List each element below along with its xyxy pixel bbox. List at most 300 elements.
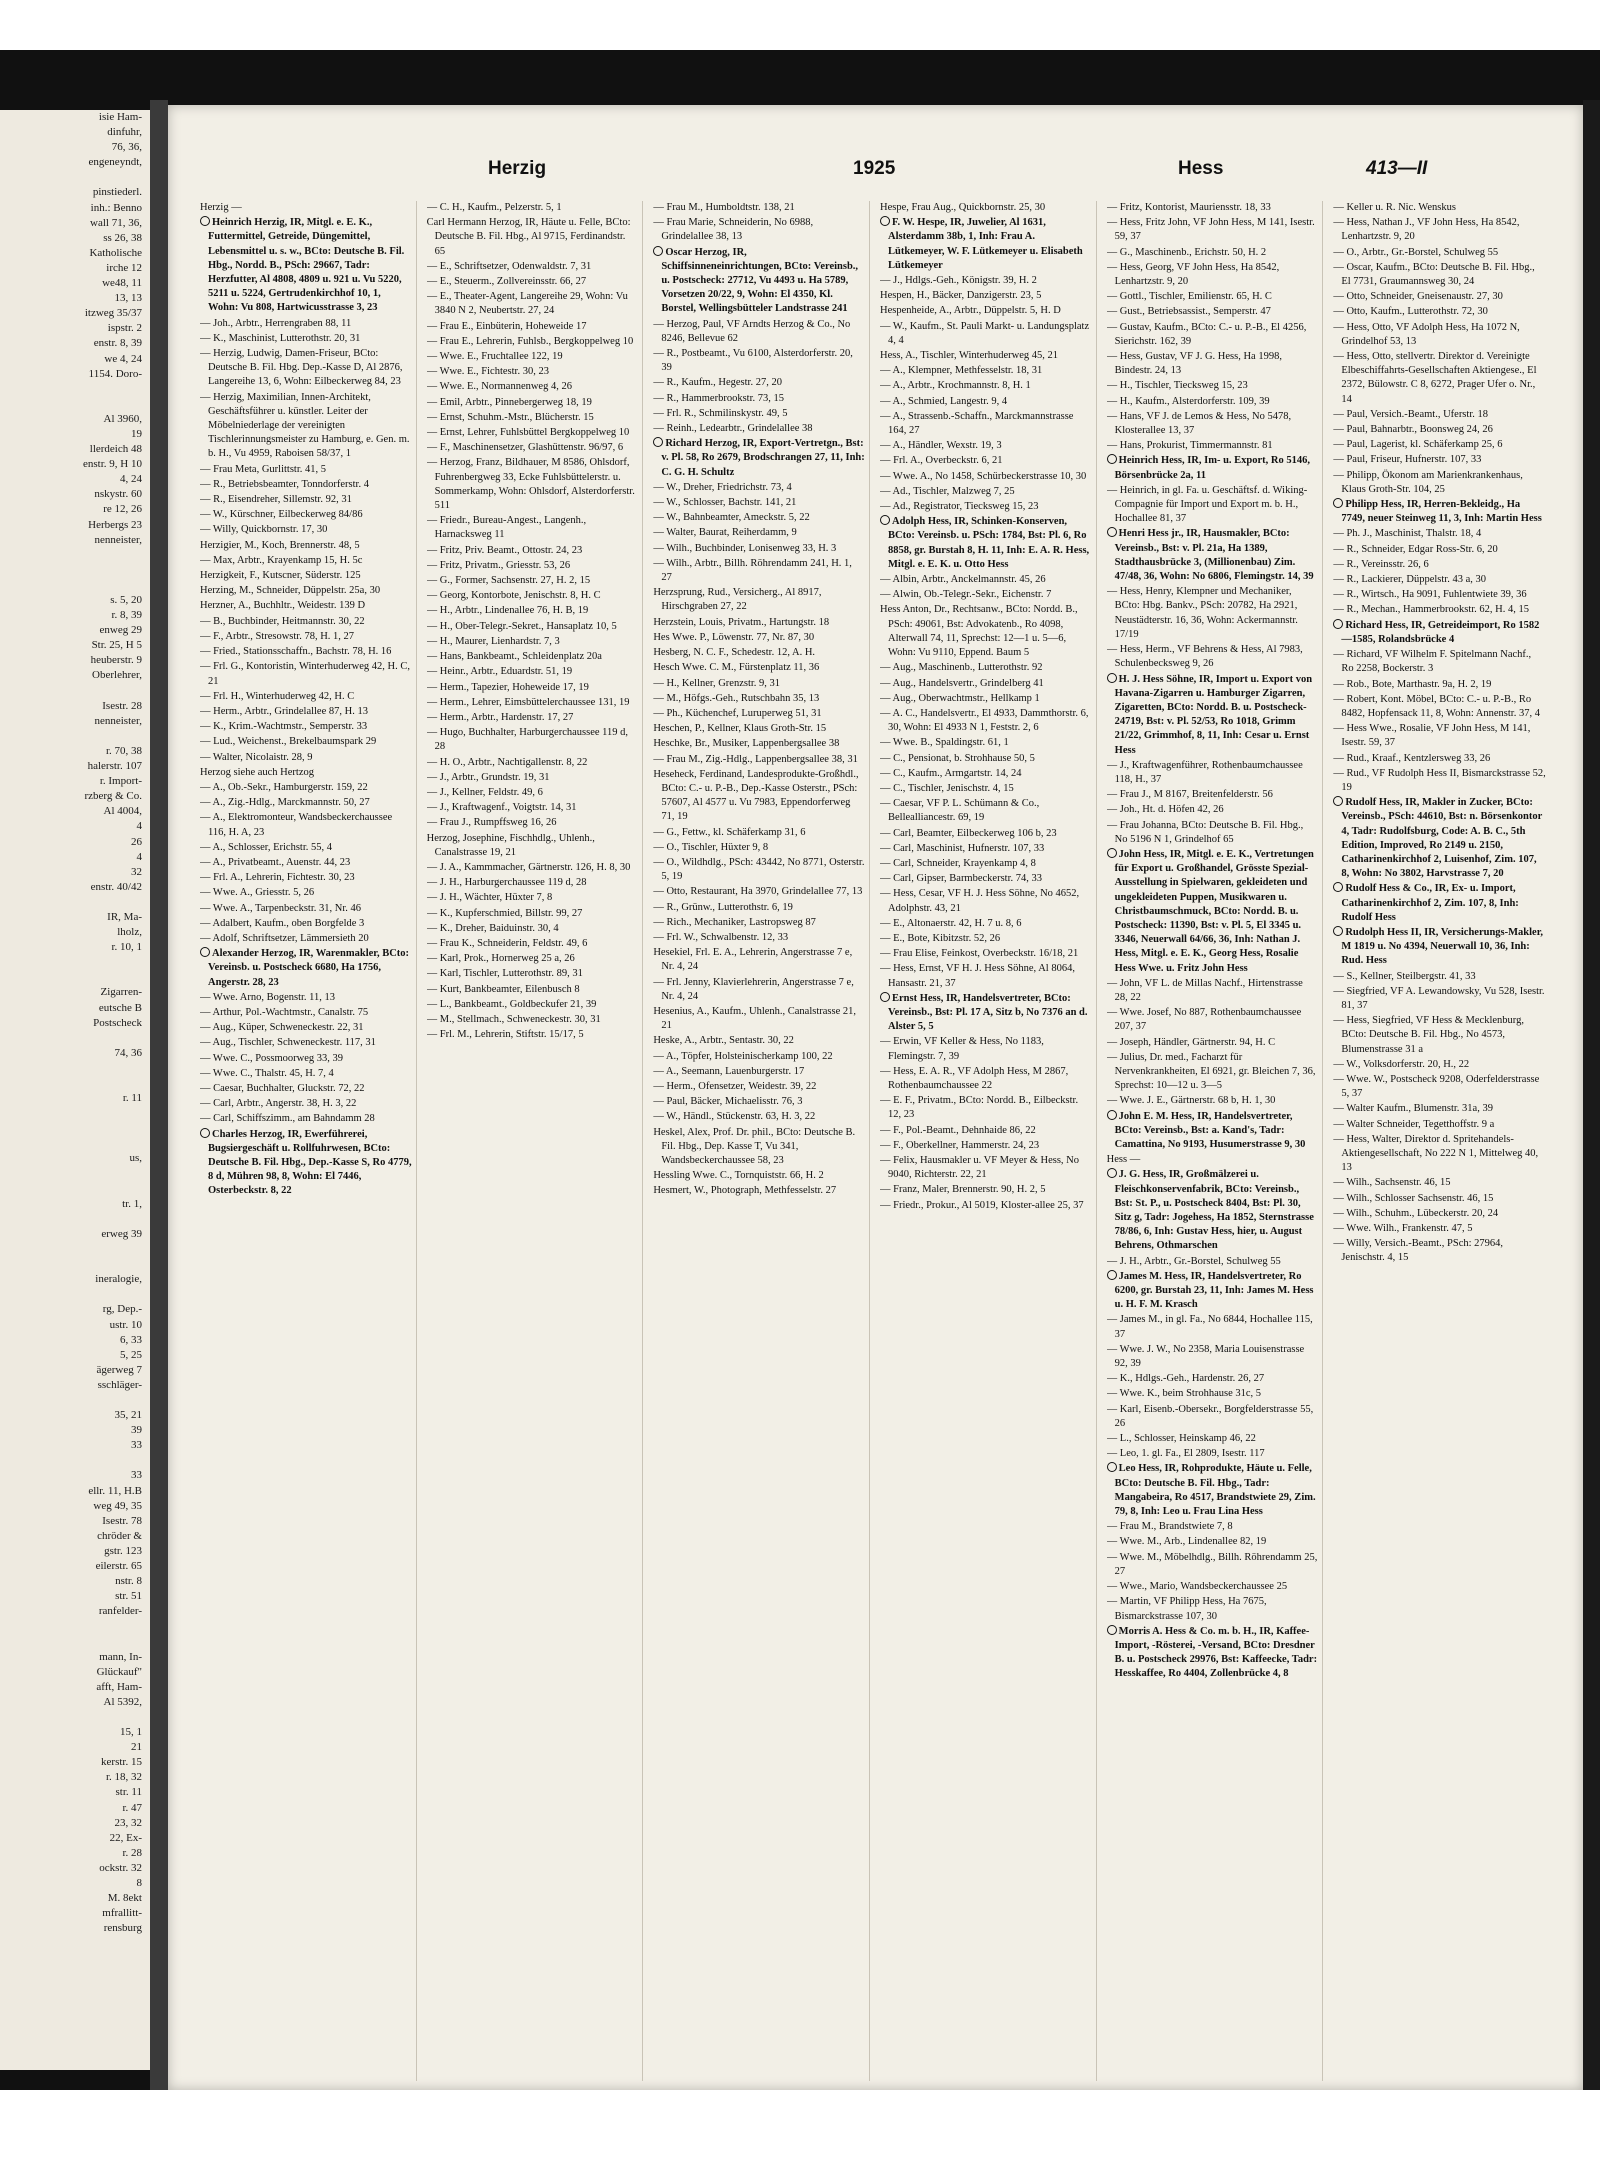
left-page-line: halerstr. 107 bbox=[87, 760, 142, 773]
directory-entry bbox=[880, 782, 1092, 796]
entry-text: — A., Ob.-Sekr., Hamburgerstr. 159, 22 bbox=[200, 781, 368, 793]
entry-text: — Frau M., Brandstwiete 7, 8 bbox=[1106, 1521, 1233, 1533]
directory-entry bbox=[1333, 1073, 1546, 1101]
directory-entry bbox=[1333, 216, 1546, 244]
left-page-line bbox=[0, 563, 150, 578]
directory-entry bbox=[1107, 216, 1319, 244]
directory-entry bbox=[880, 470, 1092, 484]
directory-entry bbox=[427, 216, 639, 259]
entry-text: Adolph Hess, IR, Schinken-Konserven, BCto: Vereinsb. u. PSch: 1784, Bst: Pl. 6, Ro 8858, gr. Burstah 8, H. 11, Inh: E. A. R. Hess, Mitgl. e. E. K. u. Otto Hess bbox=[888, 516, 1090, 570]
left-page-line: lholz, bbox=[117, 926, 142, 939]
entry-text: — G., Former, Sachsenstr. 27, H. 2, 15 bbox=[426, 575, 591, 587]
directory-entry bbox=[653, 1169, 865, 1183]
directory-entry bbox=[653, 916, 865, 930]
directory-entry bbox=[1333, 752, 1546, 766]
registered-firm-circle-icon bbox=[1107, 1625, 1117, 1635]
directory-entry bbox=[1107, 788, 1319, 802]
entry-text: — A. C., Handelsvertr., El 4933, Dammthorstr. 6, 30, Wohn: El 4933 N 1, Feststr. 2, 6 bbox=[880, 707, 1089, 734]
entry-text: — Aug., Maschinenb., Lutterothstr. 92 bbox=[880, 662, 1043, 674]
directory-entry bbox=[653, 885, 865, 899]
left-page-line: dinfuhr, bbox=[107, 126, 142, 139]
left-page-line: enstr. 40/42 bbox=[90, 880, 142, 893]
registered-firm-circle-icon bbox=[1107, 1168, 1117, 1178]
entry-text: — Wwe. E., Fichtestr. 30, 23 bbox=[426, 366, 549, 378]
left-page-line: 15, 1 bbox=[120, 1726, 142, 1739]
entry-text: — Aug., Küper, Schweneckestr. 22, 31 bbox=[200, 1022, 364, 1034]
left-page-line: ellr. 11, H.B bbox=[88, 1484, 142, 1497]
entry-text: — Aug., Tischler, Schweneckestr. 117, 31 bbox=[200, 1037, 376, 1049]
registered-firm-circle-icon bbox=[200, 1128, 210, 1138]
entry-text: — F., Oberkellner, Hammerstr. 24, 23 bbox=[880, 1139, 1040, 1151]
entry-text: — Frau E., Lehrerin, Fuhlsb., Bergkoppelweg 10 bbox=[426, 335, 634, 347]
directory-entry bbox=[1333, 453, 1546, 467]
entry-text: — Ph. J., Maschinist, Thalstr. 18, 4 bbox=[1333, 528, 1482, 540]
entry-text: — Ph., Küchenchef, Luruperweg 51, 31 bbox=[653, 707, 822, 719]
directory-entry bbox=[1107, 1551, 1319, 1579]
entry-text: — Max, Arbtr., Krayenkamp 15, H. 5c bbox=[200, 554, 363, 566]
entry-text: — F., Maschinensetzer, Glashüttenstr. 96/97, 6 bbox=[426, 442, 624, 454]
directory-entry bbox=[880, 1124, 1092, 1138]
directory-entry bbox=[880, 364, 1092, 378]
directory-entry bbox=[200, 599, 412, 613]
directory-entry bbox=[1107, 1343, 1319, 1371]
entry-text: — Wwe. M., Möbelhdlg., Billh. Röhrendamm 25, 27 bbox=[1106, 1551, 1318, 1577]
left-page-line: ägerweg 7 bbox=[96, 1363, 142, 1376]
directory-entry bbox=[427, 456, 639, 513]
entry-text: H. J. Hess Söhne, IR, Import u. Export von Havana-Zigarren u. Hamburger Zigarren, Zigaretten, BCto: Nordd. B. u. Postscheck-24719, Bst: v. Pl. 52/53, Ro 1018, Grimm 21/22, Grimmhof, 8, 11, Inh: Cesar u. Ernst Hess bbox=[1114, 673, 1313, 756]
directory-entry bbox=[880, 736, 1092, 750]
directory-entry bbox=[1107, 201, 1319, 215]
entry-text: — Joseph, Händler, Gärtnerstr. 94, H. C bbox=[1106, 1036, 1276, 1048]
directory-entry bbox=[1107, 1006, 1319, 1034]
entry-text: — Lud., Weichenst., Brekelbaumspark 29 bbox=[200, 736, 377, 748]
entry-text: — Martin, VF Philipp Hess, Ha 7675, Bismarckstrasse 107, 30 bbox=[1106, 1596, 1267, 1622]
entry-text: — A., Strassenb.-Schaffn., Marckmannstrasse 164, 27 bbox=[880, 410, 1074, 437]
entry-text: — Hess, Gustav, VF J. G. Hess, Ha 1998, Bindestr. 24, 13 bbox=[1106, 351, 1282, 377]
directory-entry bbox=[200, 871, 412, 885]
directory-entry bbox=[1333, 1014, 1546, 1057]
firm-listing bbox=[200, 947, 412, 990]
entry-text: Richard Hess, IR, Getreideimport, Ro 1582—1585, Rolandsbrücke 4 bbox=[1341, 619, 1540, 645]
directory-entry bbox=[200, 1097, 412, 1111]
left-page-line: enstr. 9, H 10 bbox=[83, 458, 142, 471]
entry-text: — H., Tischler, Tiecksweg 15, 23 bbox=[1106, 380, 1248, 392]
registered-firm-circle-icon bbox=[1333, 619, 1343, 629]
entry-text: — W., Bahnbeamter, Ameckstr. 5, 22 bbox=[653, 512, 810, 524]
directory-entry bbox=[880, 661, 1092, 675]
entry-text: — K., Hdlgs.-Geh., Hardenstr. 26, 27 bbox=[1106, 1373, 1265, 1385]
directory-entry bbox=[653, 1110, 865, 1124]
left-page-line bbox=[0, 1182, 150, 1197]
entry-text: — Robert, Kont. Möbel, BCto: C.- u. P.-B., Ro 8482, Hopfensack 11, 8, Wohn: Annenstr. 37, 4 bbox=[1333, 693, 1540, 719]
entry-text: Hess, A., Tischler, Winterhuderweg 45, 21 bbox=[880, 350, 1059, 362]
directory-entry bbox=[1333, 558, 1546, 572]
left-page-line: s. 5, 20 bbox=[110, 594, 142, 606]
entry-text: — J., Hdlgs.-Geh., Königstr. 39, H. 2 bbox=[880, 275, 1037, 287]
left-page-line: gstr. 123 bbox=[104, 1544, 142, 1557]
left-page-line: Isestr. 78 bbox=[102, 1514, 142, 1527]
entry-text: — Otto, Restaurant, Ha 3970, Grindelallee 77, 13 bbox=[653, 886, 863, 898]
left-page-line: M. 8ekt bbox=[107, 1892, 142, 1905]
directory-entry bbox=[880, 573, 1092, 587]
entry-text: — G., Maschinenb., Erichstr. 50, H. 2 bbox=[1106, 246, 1267, 258]
directory-entry bbox=[653, 646, 865, 660]
directory-entry bbox=[200, 1112, 412, 1126]
directory-entry bbox=[1333, 722, 1546, 750]
directory-entry bbox=[880, 304, 1092, 318]
directory-entry bbox=[653, 557, 865, 585]
firm-listing bbox=[880, 216, 1092, 273]
directory-entry bbox=[200, 991, 412, 1005]
firm-listing bbox=[1333, 619, 1546, 647]
firm-listing bbox=[1107, 1625, 1319, 1682]
entry-text: — J., Kraftwagenführer, Rothenbaumchaussee 118, H., 37 bbox=[1106, 759, 1303, 785]
entry-text: — Wwe. K., beim Strohhause 31c, 5 bbox=[1106, 1388, 1262, 1400]
directory-entry bbox=[1107, 379, 1319, 393]
directory-entry bbox=[427, 350, 639, 364]
entry-text: — Hans, VF J. de Lemos & Hess, No 5478, Klosterallee 13, 37 bbox=[1106, 410, 1292, 437]
directory-entry bbox=[1333, 1102, 1546, 1116]
entry-text: — Rud., VF Rudolph Hess II, Bismarckstrasse 52, 19 bbox=[1333, 767, 1546, 793]
header-left-keyword: Herzig bbox=[488, 158, 547, 179]
entry-text: — Wilh., Arbtr., Billh. Röhrendamm 241, H. 1, 27 bbox=[653, 557, 852, 584]
entry-text: — E., Altonaerstr. 42, H. 7 u. 8, 6 bbox=[880, 917, 1022, 929]
entry-text: — Joh., Arbtr., Herrengraben 88, 11 bbox=[200, 317, 352, 329]
firm-listing bbox=[653, 437, 865, 480]
directory-entry bbox=[1333, 305, 1546, 319]
left-page-line: 13, 13 bbox=[114, 292, 142, 305]
directory-entry bbox=[200, 1067, 412, 1081]
registered-firm-circle-icon bbox=[880, 515, 890, 525]
directory-entry bbox=[880, 962, 1092, 990]
entry-text: — Ad., Tischler, Malzweg 7, 25 bbox=[880, 485, 1015, 497]
directory-entry bbox=[880, 692, 1092, 706]
entry-text: — Richard, VF Wilhelm F. Spitelmann Nachf., Ro 2258, Bockerstr. 3 bbox=[1333, 649, 1532, 675]
entry-text: — Carl, Schneider, Krayenkamp 4, 8 bbox=[880, 857, 1036, 869]
directory-entry bbox=[1333, 350, 1546, 407]
left-page-line: nstr. 8 bbox=[115, 1575, 142, 1588]
page-header bbox=[228, 150, 1568, 184]
registered-firm-circle-icon bbox=[1107, 673, 1117, 683]
registered-firm-circle-icon bbox=[1333, 926, 1343, 936]
entry-text: — H., Maurer, Lienhardstr. 7, 3 bbox=[426, 635, 560, 647]
entry-text: — Wwe. A., Tarpenbeckstr. 31, Nr. 46 bbox=[200, 902, 362, 914]
directory-entry bbox=[880, 1094, 1092, 1122]
entry-text: — Paul, Bahnarbtr., Boonsweg 24, 26 bbox=[1333, 424, 1493, 436]
entry-text: Heskel, Alex, Prof. Dr. phil., BCto: Deutsche B. Fil. Hbg., Dep. Kasse T, Vu 341, Wandsbeckerchaussee 58, 23 bbox=[653, 1126, 856, 1166]
entry-text: — Wwe. Arno, Bogenstr. 11, 13 bbox=[200, 991, 336, 1003]
firm-listing bbox=[1107, 454, 1319, 482]
left-page-line: ranfelder- bbox=[98, 1605, 142, 1618]
registered-firm-circle-icon bbox=[1107, 848, 1117, 858]
directory-entry bbox=[200, 1006, 412, 1020]
left-page-line: r. 18, 32 bbox=[105, 1771, 142, 1784]
entry-text: — Carl, Schiffszimm., am Bahndamm 28 bbox=[200, 1113, 375, 1125]
directory-entry bbox=[880, 454, 1092, 468]
directory-columns bbox=[200, 201, 1550, 2081]
directory-entry bbox=[653, 407, 865, 421]
entry-text: — Herzig, Ludwig, Damen-Friseur, BCto: Deutsche B. Fil. Hbg. Dep.-Kasse D, Al 2876, Langereihe 13, 6, Wohn: Eilbeckerweg 84, 23 bbox=[200, 348, 403, 388]
left-page-line bbox=[0, 1634, 150, 1649]
entry-text: — K., Maschinist, Lutterothstr. 20, 31 bbox=[200, 332, 361, 344]
entry-text: — Fritz, Priv. Beamt., Ottostr. 24, 23 bbox=[426, 544, 583, 556]
left-page-line: ss 26, 38 bbox=[103, 231, 142, 244]
header-year: 1925 bbox=[853, 158, 896, 179]
left-page-line: Str. 25, H 5 bbox=[91, 639, 142, 652]
entry-text: — Herm., Tapezier, Hoheweide 17, 19 bbox=[426, 681, 589, 693]
directory-entry bbox=[1333, 1237, 1546, 1265]
entry-text: — Oscar, Kaufm., BCto: Deutsche B. Fil. Hbg., El 7731, Graumannsweg 30, 24 bbox=[1333, 261, 1535, 288]
entry-text: — Siegfried, VF A. Lewandowsky, Vu 528, Isestr. 81, 37 bbox=[1333, 985, 1545, 1011]
entry-text: — Wilh., Sachsenstr. 46, 15 bbox=[1333, 1177, 1451, 1189]
entry-text: — E. F., Privatm., BCto: Nordd. B., Eilbeckstr. 12, 23 bbox=[880, 1095, 1079, 1121]
directory-entry bbox=[880, 827, 1092, 841]
left-page-line bbox=[0, 955, 150, 970]
entry-text: — Frl. H., Winterhuderweg 42, H. C bbox=[200, 690, 355, 702]
directory-entry bbox=[1333, 290, 1546, 304]
directory-entry bbox=[1107, 1094, 1319, 1108]
entry-text: Herzstein, Louis, Privatm., Hartungstr. 18 bbox=[653, 616, 830, 628]
entry-text: — Frl. W., Schwalbenstr. 12, 33 bbox=[653, 931, 789, 943]
entry-text: — Kurt, Bankbeamter, Eilenbusch 8 bbox=[426, 983, 580, 995]
entry-text: — K., Krim.-Wachtmstr., Semperstr. 33 bbox=[200, 721, 368, 733]
directory-column-5 bbox=[1107, 201, 1324, 2081]
entry-text: — Caesar, VF P. L. Schümann & Co., Bellealliancestr. 69, 19 bbox=[880, 798, 1040, 824]
entry-text: John Hess, IR, Mitgl. e. E. K., Vertretungen für Export u. Großhandel, Grösste Spezial-Ausstellung in Spielwaren, gekleideten und ungekleideten Puppen, Musikwaren u. Christbaumschmuck, BCto: Nordd. B. u. Postscheck: 11390, Bst: v. Pl. 5, El 3345 u. 3346, Neuerwall 64/66, 36, Inh: Nathan J. Hess, Mitgl. e. E. K., Georg Hess, Rosalie Hess Wwe. u. Fritz John Hess bbox=[1114, 848, 1314, 974]
directory-entry bbox=[1107, 1595, 1319, 1623]
directory-entry bbox=[1107, 803, 1319, 817]
left-page-line: inh.: Benno bbox=[90, 201, 142, 214]
left-page-line bbox=[0, 970, 150, 985]
directory-entry bbox=[653, 1050, 865, 1064]
entry-text: — Wwe. J. E., Gärtnerstr. 68 b, H. 1, 30 bbox=[1106, 1095, 1276, 1107]
entry-text: — Gottl., Tischler, Emilienstr. 65, H. C bbox=[1106, 291, 1272, 303]
entry-text: Rudolf Hess, IR, Makler in Zucker, BCto: Vereinsb., PSch: 44610, Bst: n. Börsenkontor 4, Tadr: Rudolfsburg, Code: A. B. C., 5th Edition, Improved, Ro 2149 u. 2150, Catharinenkirchhof 2, Luisenhof, Zim. 107, 8, Wohn: No 3802, Harvstrasse 7, 20 bbox=[1341, 797, 1543, 880]
directory-entry bbox=[1333, 469, 1546, 497]
entry-text: — Hess, Siegfried, VF Hess & Mecklenburg, BCto: Deutsche B. Fil. Hbg., No 4573, Blumenstrasse 31 a bbox=[1333, 1015, 1524, 1055]
entry-text: — Keller u. R. Nic. Wenskus bbox=[1333, 202, 1456, 213]
directory-entry bbox=[427, 801, 639, 815]
left-page-line: chröder & bbox=[97, 1529, 142, 1542]
directory-entry bbox=[427, 937, 639, 951]
directory-entry bbox=[427, 665, 639, 679]
directory-entry bbox=[1107, 410, 1319, 438]
directory-entry bbox=[427, 559, 639, 573]
directory-entry bbox=[200, 690, 412, 704]
directory-entry bbox=[1107, 1153, 1319, 1167]
directory-entry bbox=[1333, 648, 1546, 676]
entry-text: — G., Fettw., kl. Schäferkamp 31, 6 bbox=[653, 826, 806, 838]
entry-text: — Herzig, Maximilian, Innen-Architekt, Geschäftsführer u. künstler. Leiter der Möbelniederlage der vereinigten Tischlerinnungsmeister zu Hamburg, e. Gen. m. b. H., Vu 4959, Raboisen 58/37, 1 bbox=[200, 391, 410, 460]
left-page-line: 6, 33 bbox=[120, 1333, 142, 1346]
directory-entry bbox=[880, 932, 1092, 946]
left-page-line bbox=[0, 1106, 150, 1121]
entry-text: — J. H., Arbtr., Gr.-Borstel, Schulweg 55 bbox=[1106, 1255, 1281, 1267]
left-page-line: rzberg & Co. bbox=[84, 790, 142, 803]
directory-entry bbox=[653, 392, 865, 406]
directory-entry bbox=[427, 574, 639, 588]
directory-entry bbox=[880, 797, 1092, 825]
entry-text: — C., Kaufm., Armgartstr. 14, 24 bbox=[880, 767, 1022, 779]
left-page-line: 33 bbox=[131, 1439, 142, 1452]
entry-text: — Aug., Handelsvertr., Grindelberg 41 bbox=[880, 677, 1044, 689]
entry-text: — Ernst, Lehrer, Fuhlsbüttel Bergkoppelweg 10 bbox=[426, 427, 630, 439]
entry-text: — H., Arbtr., Lindenallee 76, H. B, 19 bbox=[426, 605, 589, 617]
left-page-line: Al 4004, bbox=[103, 805, 142, 818]
directory-entry bbox=[653, 737, 865, 751]
directory-entry bbox=[880, 1154, 1092, 1182]
directory-entry bbox=[1333, 1222, 1546, 1236]
directory-entry bbox=[880, 410, 1092, 438]
entry-text: — C., Tischler, Jenischstr. 4, 15 bbox=[880, 782, 1014, 794]
directory-entry bbox=[880, 1139, 1092, 1153]
directory-entry bbox=[653, 542, 865, 556]
registered-firm-circle-icon bbox=[653, 246, 663, 256]
entry-text: — Frl. G., Kontoristin, Winterhuderweg 42, H. C, 21 bbox=[200, 661, 410, 687]
entry-text: Hes Wwe. P., Löwenstr. 77, Nr. 87, 30 bbox=[653, 631, 815, 643]
directory-entry bbox=[653, 616, 865, 630]
entry-text: — J. A., Kammmacher, Gärtnerstr. 126, H. 8, 30 bbox=[426, 861, 631, 873]
entry-text: — C., Pensionat, b. Strohhause 50, 5 bbox=[880, 752, 1035, 764]
firm-listing bbox=[1107, 1462, 1319, 1519]
entry-text: — A., Schlosser, Erichstr. 55, 4 bbox=[200, 841, 332, 853]
entry-text: — S., Kellner, Steilbergstr. 41, 33 bbox=[1333, 970, 1476, 982]
left-page-fragment bbox=[0, 110, 150, 2070]
directory-entry bbox=[427, 380, 639, 394]
directory-entry bbox=[880, 917, 1092, 931]
directory-entry bbox=[200, 584, 412, 598]
entry-text: — Frl. Jenny, Klavierlehrerin, Angerstrasse 7 e, Nr. 4, 24 bbox=[653, 976, 854, 1002]
left-page-line bbox=[0, 397, 150, 412]
left-page-line: 76, 36, bbox=[111, 141, 142, 154]
directory-entry bbox=[653, 1034, 865, 1048]
entry-text: — Heinr., Arbtr., Eduardstr. 51, 19 bbox=[426, 666, 573, 678]
entry-text: — Frau M., Humboldtstr. 138, 21 bbox=[653, 202, 795, 213]
entry-text: — Wwe. W., Postscheck 9208, Oderfelderstrasse 5, 37 bbox=[1333, 1073, 1540, 1100]
entry-text: — John, VF L. de Millas Nachf., Hirtenstrasse 28, 22 bbox=[1106, 977, 1303, 1003]
left-page-line: wall 71, 36, bbox=[90, 216, 142, 229]
left-page-line: 8 bbox=[136, 1876, 142, 1889]
directory-entry bbox=[200, 1052, 412, 1066]
entry-text: — Hess, Cesar, VF H. J. Hess Söhne, No 4652, Adolphstr. 43, 21 bbox=[880, 888, 1080, 914]
directory-entry bbox=[427, 922, 639, 936]
left-page-line bbox=[0, 1212, 150, 1227]
directory-entry bbox=[200, 615, 412, 629]
entry-text: — Wwe. J. W., No 2358, Maria Louisenstrasse 92, 39 bbox=[1106, 1343, 1305, 1370]
left-page-line: r. 47 bbox=[122, 1801, 142, 1814]
directory-entry bbox=[1107, 1372, 1319, 1386]
left-page-line: kerstr. 15 bbox=[101, 1756, 142, 1769]
entry-text: Heschke, Br., Musiker, Lappenbergsallee 38 bbox=[653, 738, 840, 750]
entry-text: — H., Kellner, Grenzstr. 9, 31 bbox=[653, 677, 781, 689]
entry-text: — Karl, Eisenb.-Obersekr., Borgfelderstrasse 55, 26 bbox=[1106, 1403, 1314, 1429]
entry-text: — Reinh., Ledearbtr., Grindelallee 38 bbox=[653, 423, 813, 435]
directory-entry bbox=[880, 379, 1092, 393]
entry-text: — Erwin, VF Keller & Hess, No 1183, Flemingstr. 7, 39 bbox=[880, 1036, 1044, 1062]
directory-entry bbox=[427, 290, 639, 318]
entry-text: — Herzog, Paul, VF Arndts Herzog & Co., No 8246, Bellevue 62 bbox=[653, 318, 851, 344]
directory-entry bbox=[1333, 678, 1546, 692]
directory-entry bbox=[653, 526, 865, 540]
directory-entry bbox=[880, 485, 1092, 499]
left-page-line: afft, Ham- bbox=[96, 1680, 142, 1693]
entry-text: — J. H., Wächter, Hüxter 7, 8 bbox=[426, 892, 553, 904]
directory-entry bbox=[653, 376, 865, 390]
directory-entry bbox=[200, 347, 412, 390]
firm-listing bbox=[653, 246, 865, 317]
entry-text: — Hess, Otto, VF Adolph Hess, Ha 1072 N, Grindelhof 53, 13 bbox=[1333, 321, 1520, 347]
entry-text: — K., Dreher, Baiduinstr. 30, 4 bbox=[426, 922, 559, 934]
entry-text: — W., Dreher, Friedrichstr. 73, 4 bbox=[653, 481, 792, 493]
directory-entry bbox=[427, 620, 639, 634]
entry-text: Oscar Herzog, IR, Schiffsinneneinrichtungen, BCto: Vereinsb., u. Postscheck: 27712, Vu 4493 u. Ha 5789, Vorsetzen 20/22, 9, Wohn: El 4350, Kl. Borstel, Wellingsbütteler Landstrasse 241 bbox=[661, 246, 859, 315]
entry-text: — Ad., Registrator, Tiecksweg 15, 23 bbox=[880, 501, 1039, 513]
entry-text: — Hess Wwe., Rosalie, VF John Hess, M 141, Isestr. 59, 37 bbox=[1333, 723, 1531, 749]
entry-text: — M., Stellmach., Schweneckestr. 30, 31 bbox=[426, 1013, 601, 1025]
left-page-line: r. 8, 39 bbox=[111, 609, 142, 622]
directory-entry bbox=[880, 1065, 1092, 1093]
entry-text: — Paul, Friseur, Hufnerstr. 107, 33 bbox=[1333, 454, 1482, 466]
directory-entry bbox=[427, 681, 639, 695]
entry-text: — M., Höfgs.-Geh., Rutschbahn 35, 13 bbox=[653, 692, 820, 704]
left-page-line: erweg 39 bbox=[101, 1227, 142, 1240]
directory-entry bbox=[1107, 395, 1319, 409]
entry-text: Philipp Hess, IR, Herren-Bekleidg., Ha 7749, neuer Steinweg 11, 3, Inh: Martin Hess bbox=[1341, 499, 1542, 525]
directory-entry bbox=[200, 554, 412, 568]
directory-entry bbox=[427, 696, 639, 710]
entry-text: Rudolf Hess & Co., IR, Ex- u. Import, Catharinenkirchhof 2, Zim. 107, 8, Inh: Rudolf Hess bbox=[1341, 883, 1519, 923]
entry-text: — C. H., Kaufm., Pelzerstr. 5, 1 bbox=[426, 202, 562, 213]
directory-entry bbox=[200, 493, 412, 507]
entry-text: — Hess, Nathan J., VF John Hess, Ha 8542, Lenhartzstr. 9, 20 bbox=[1333, 217, 1520, 243]
directory-entry bbox=[1333, 603, 1546, 617]
entry-text: — Adolf, Schriftsetzer, Lämmersieth 20 bbox=[200, 932, 369, 944]
directory-entry bbox=[880, 872, 1092, 886]
left-page-line: Isestr. 28 bbox=[102, 699, 142, 712]
directory-entry bbox=[1333, 543, 1546, 557]
registered-firm-circle-icon bbox=[1333, 498, 1343, 508]
entry-text: — Rob., Bote, Marthastr. 9a, H. 2, 19 bbox=[1333, 678, 1492, 690]
directory-entry bbox=[200, 463, 412, 477]
entry-text: — Otto, Kaufm., Lutterothstr. 72, 30 bbox=[1333, 306, 1488, 318]
entry-text: — R., Lackierer, Düppelstr. 43 a, 30 bbox=[1333, 574, 1486, 586]
directory-entry bbox=[200, 539, 412, 553]
entry-text: — A., Arbtr., Krochmannstr. 8, H. 1 bbox=[880, 380, 1031, 392]
left-page-line: 32 bbox=[131, 865, 142, 878]
directory-entry bbox=[653, 496, 865, 510]
entry-text: — Rich., Mechaniker, Lastropsweg 87 bbox=[653, 916, 816, 928]
entry-text: Henri Hess jr., IR, Hausmakler, BCto: Vereinsb., Bst: v. Pl. 21a, Ha 1389, Stadthausbrücke 3, (Millionenbau) Zim. 47/48, 36, Wohn: No 6806, Flemingstr. 14, 39 bbox=[1114, 528, 1314, 583]
directory-entry bbox=[653, 768, 865, 825]
left-page-line: Al 3960, bbox=[103, 412, 142, 425]
directory-entry bbox=[880, 439, 1092, 453]
directory-entry bbox=[1107, 305, 1319, 319]
left-page-line bbox=[0, 1121, 150, 1136]
left-page-line bbox=[0, 382, 150, 397]
directory-entry bbox=[427, 983, 639, 997]
directory-entry bbox=[880, 947, 1092, 961]
firm-listing bbox=[200, 1128, 412, 1199]
left-page-line: Katholische bbox=[89, 246, 142, 259]
directory-entry bbox=[880, 603, 1092, 660]
left-page-line bbox=[0, 1619, 150, 1634]
left-page-line: ispstr. 2 bbox=[107, 322, 142, 335]
directory-entry bbox=[880, 289, 1092, 303]
directory-entry bbox=[1333, 261, 1546, 289]
left-page-line: 74, 36 bbox=[114, 1046, 142, 1059]
firm-listing bbox=[1107, 527, 1319, 584]
directory-entry bbox=[653, 661, 865, 675]
